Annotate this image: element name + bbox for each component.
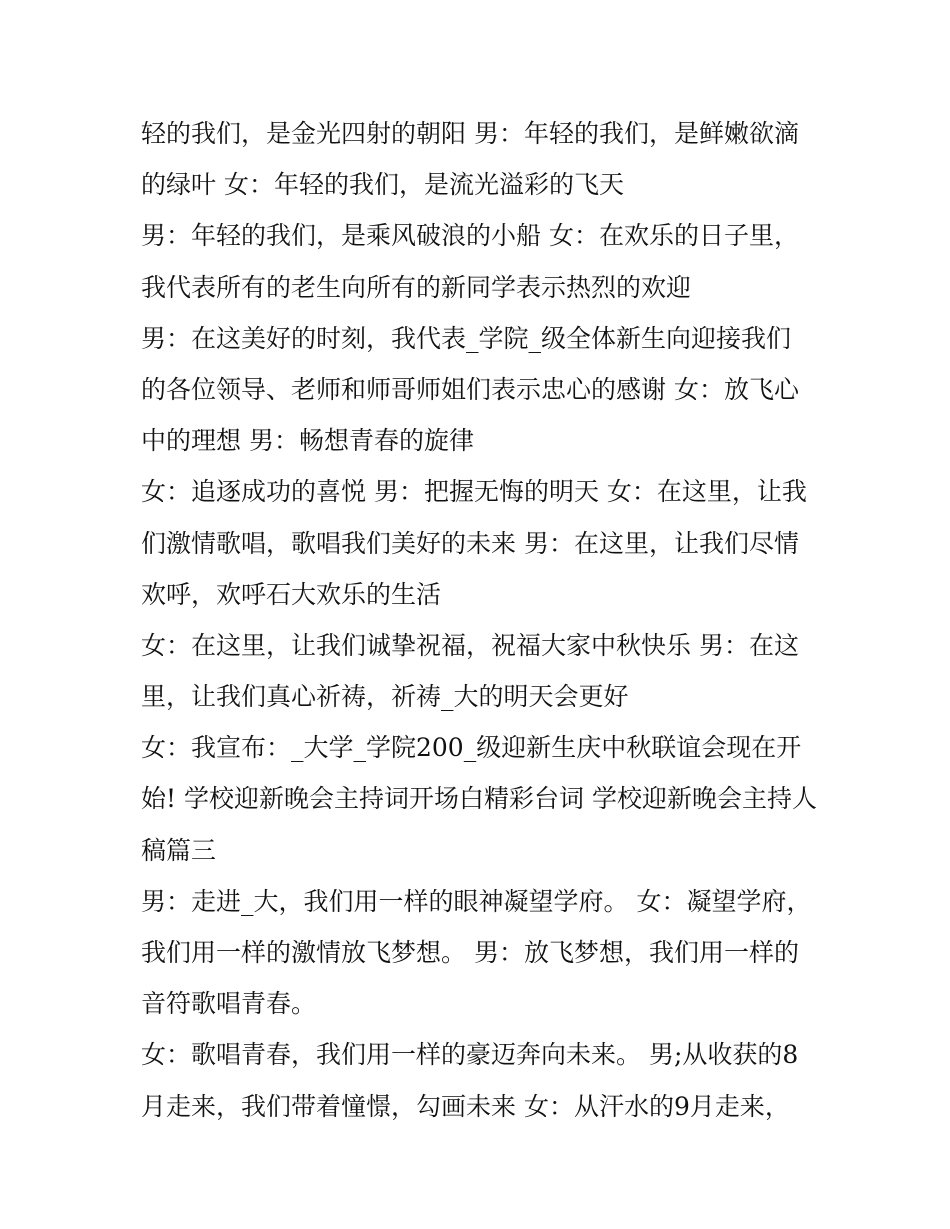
text-line: 男：在这美好的时刻，我代表_学院_级全体新生向迎接我们 [141, 323, 792, 353]
text-line: 我代表所有的老生向所有的新同学表示热烈的欢迎 [141, 272, 692, 302]
text-line: 女：在这里，让我们诚挚祝福，祝福大家中秋快乐 男：在这 [141, 630, 799, 660]
text-line: 男：年轻的我们，是乘风破浪的小船 女：在欢乐的日子里， [141, 221, 799, 251]
text-line: 月走来，我们带着憧憬，勾画未来 女：从汗水的9月走来， [141, 1091, 790, 1121]
document-text [141, 108, 821, 1132]
text-line: 音符歌唱青春。 [141, 989, 317, 1019]
text-line: 的各位领导、老师和师哥师姐们表示忠心的感谢 女：放飞心 [141, 374, 799, 404]
text-line: 的绿叶 女：年轻的我们，是流光溢彩的飞天 [141, 170, 624, 200]
text-line: 欢呼，欢呼石大欢乐的生活 [141, 579, 442, 609]
text-line: 中的理想 男：畅想青春的旋律 [141, 426, 474, 456]
text-line: 们激情歌唱，歌唱我们美好的未来 男：在这里，让我们尽情 [141, 528, 799, 558]
text-line: 男：走进_大，我们用一样的眼神凝望学府。 女：凝望学府， [141, 886, 812, 916]
text-line: 稿篇三 [141, 835, 217, 865]
text-line: 女：我宣布：_大学_学院200_级迎新生庆中秋联谊会现在开 [141, 733, 802, 763]
text-line: 女：追逐成功的喜悦 男：把握无悔的明天 女：在这里，让我 [141, 477, 807, 507]
text-line: 轻的我们，是金光四射的朝阳 男：年轻的我们，是鲜嫩欲滴 [141, 119, 799, 148]
text-line: 我们用一样的激情放飞梦想。 男：放飞梦想，我们用一样的 [141, 938, 799, 967]
text-line: 始! 学校迎新晚会主持词开场白精彩台词 学校迎新晚会主持人 [141, 784, 817, 814]
text-line: 女：歌唱青春，我们用一样的豪迈奔向未来。 男;从收获的8 [141, 1040, 799, 1070]
text-line: 里，让我们真心祈祷，祈祷_大的明天会更好 [141, 682, 629, 712]
